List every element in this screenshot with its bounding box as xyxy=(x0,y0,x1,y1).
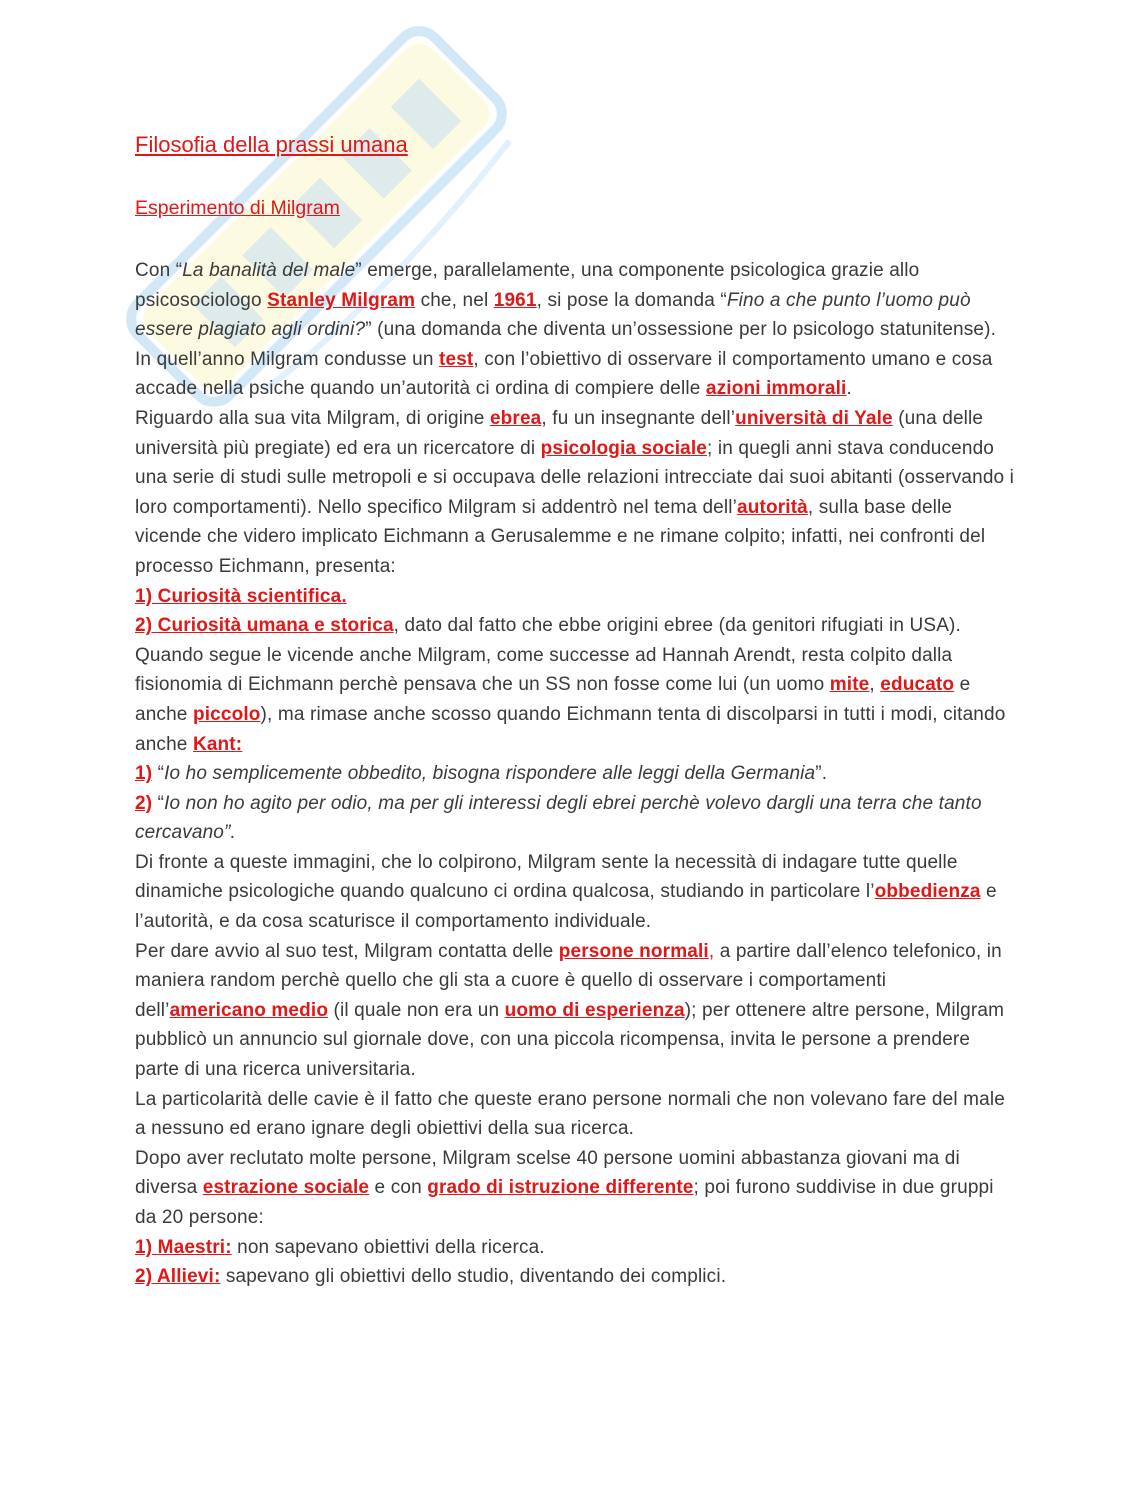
keyword-autorita: autorità xyxy=(737,496,808,518)
keyword-psicologia-sociale: psicologia sociale xyxy=(540,437,708,459)
list-item-curiosita-scientifica: 1) Curiosità scientifica. xyxy=(135,585,347,607)
paragraph-obbedienza: Di fronte a queste immagini, che lo colpirono, Milgram sente la necessità di indagare tutte quelle dinamiche psicologiche quando qualcuno ci ordina qualcosa, studiando in particolare l’obbedienza e l’autorità, e da cosa scaturisce il comportamento individuale. xyxy=(135,851,997,933)
keyword-test: test xyxy=(439,348,474,370)
keyword-americano-medio: americano medio xyxy=(169,999,329,1021)
list-item-allievi: 2) Allievi: sapevano gli obiettivi dello studio, diventando dei complici. xyxy=(135,1266,727,1288)
keyword-piccolo: piccolo xyxy=(192,703,261,725)
keyword-obbedienza: obbedienza xyxy=(874,881,981,903)
paragraph-eichmann: Quando segue le vicende anche Milgram, come successe ad Hannah Arendt, resta colpito dalla fisionomia di Eichmann perchè pensava che un SS non fosse come lui (un uomo mite, educato e anche piccolo), ma rimase anche scosso quando Eichmann tenta di discolparsi in tutti i modi, citando anche Kant: xyxy=(135,644,1006,755)
list-item-maestri: 1) Maestri: non sapevano obiettivi della ricerca. xyxy=(135,1236,545,1258)
document xyxy=(135,130,1015,1292)
keyword-grado-istruzione: grado di istruzione differente xyxy=(427,1177,694,1199)
keyword-educato: educato xyxy=(880,674,955,696)
keyword-uomo-di-esperienza: uomo di esperienza xyxy=(504,999,685,1021)
paragraph-groups: Dopo aver reclutato molte persone, Milgram scelse 40 persone uomini abbastanza giovani ma di diversa estrazione sociale e con grado di istruzione differente; poi furono suddivise in due gruppi da 20 persone: xyxy=(135,1147,994,1228)
page-title: Filosofia della prassi umana xyxy=(135,132,408,157)
keyword-mite: mite xyxy=(829,674,870,696)
keyword-persone-normali: persone normali xyxy=(558,940,709,962)
keyword-azioni-immorali: azioni immorali xyxy=(705,378,847,400)
keyword-kant: Kant: xyxy=(192,733,243,755)
keyword-milgram: Stanley Milgram xyxy=(267,289,416,311)
section-title: Esperimento di Milgram xyxy=(135,197,340,219)
paragraph-cavie: La particolarità delle cavie è il fatto che queste erano persone normali che non volevano fare del male a nessuno ed erano ignare degli obiettivi della sua ricerca. xyxy=(135,1088,1005,1140)
list-item-curiosita-umana: 2) Curiosità umana e storica, dato dal fatto che ebbe origini ebree (da genitori rifugiati in USA). xyxy=(135,615,961,637)
quote-1: 1) “Io ho semplicemente obbedito, bisogna rispondere alle leggi della Germania”. xyxy=(135,763,828,785)
paragraph-intro: Con “La banalità del male” emerge, parallelamente, una componente psicologica grazie allo psicosociologo Stanley Milgram che, nel 1961, si pose la domanda “Fino a che punto l’uomo può essere plagiato agli ordini?” (una domanda che diventa un’ossessione per lo psicologo statunitense). xyxy=(135,260,997,341)
keyword-yale: università di Yale xyxy=(735,407,893,429)
paragraph-life: Riguardo alla sua vita Milgram, di origine ebrea, fu un insegnante dell’università di Yale (una delle università più pregiate) ed era un ricercatore di psicologia sociale; in quegli anni stava conducendo una serie di studi sulle metropoli e si occupava delle relazioni intrecciate dai suoi abitanti (osservando i loro comportamenti). Nello specifico Milgram si addentrò nel tema dell’autorità, sulla base delle vicende che videro implicato Eichmann a Gerusalemme e ne rimane colpito; infatti, nei confronti del processo Eichmann, presenta: xyxy=(135,407,1015,577)
paragraph-recruitment: Per dare avvio al suo test, Milgram contatta delle persone normali, a partire dall’elenco telefonico, in maniera random perchè quello che gli sta a cuore è quello di osservare i comportamenti dell’americano medio (il quale non era un uomo di esperienza); per ottenere altre persone, Milgram pubblicò un annuncio sul giornale dove, con una piccola ricompensa, invita le persone a prendere parte di una ricerca universitaria. xyxy=(135,940,1005,1081)
keyword-year: 1961 xyxy=(493,289,537,311)
keyword-estrazione-sociale: estrazione sociale xyxy=(202,1177,370,1199)
quote-2: 2) “Io non ho agito per odio, ma per gli interessi degli ebrei perchè volevo dargli una terra che tanto cercavano”. xyxy=(135,792,982,844)
keyword-ebrea: ebrea xyxy=(489,407,542,429)
paragraph-test: In quell’anno Milgram condusse un test, con l’obiettivo di osservare il comportamento umano e cosa accade nella psiche quando un’autorità ci ordina di compiere delle azioni immorali. xyxy=(135,348,993,400)
